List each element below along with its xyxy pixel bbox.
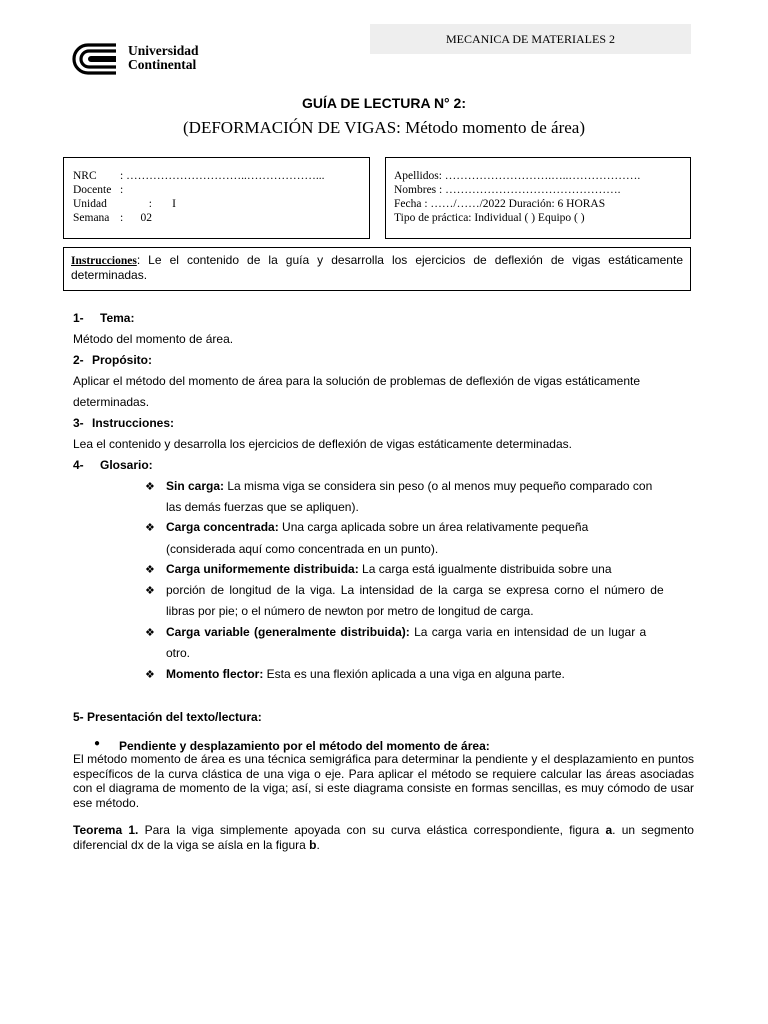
glossary-item-carga-uniforme-cont2: libras por pie; o el número de newton por metro de longitud de carga. — [166, 604, 534, 618]
glossary-item-carga-concentrada-cont: (considerada aquí como concentrada en un punto). — [166, 542, 439, 556]
info-row-docente: Docente : — [73, 184, 124, 196]
glossary-item-sin-carga-cont: las demás fuerzas que se apliquen). — [166, 500, 359, 514]
instructions-label: Instrucciones — [71, 255, 137, 267]
glossary-bullet-icon: ❖ — [145, 481, 155, 493]
info-row-tipo-practica: Tipo de práctica: Individual ( ) Equipo ( ) — [394, 212, 585, 224]
section-3-heading: 3- Instrucciones: — [73, 416, 175, 430]
section-3-body: Lea el contenido y desarrolla los ejercicios de deflexión de vigas estáticamente determinadas. — [73, 437, 572, 451]
course-banner — [370, 24, 691, 54]
section-2-body-line1: Aplicar el método del momento de área para la solución de problemas de deflexión de vigas estáticamente — [73, 374, 640, 388]
info-row-nombres: Nombres : ………………………………………. — [394, 184, 621, 196]
info-row-unidad: Unidad : I — [73, 198, 176, 210]
glossary-item-momento-flector: Momento flector: Esta es una flexión aplicada a una viga en alguna parte. — [166, 667, 565, 681]
section-2-heading: 2- Propósito: — [73, 353, 152, 367]
section-5-subheading: Pendiente y desplazamiento por el método del momento de área: — [119, 739, 490, 753]
glossary-item-sin-carga: Sin carga: La misma viga se considera sin peso (o al menos muy pequeño comparado con — [166, 479, 653, 493]
university-name — [128, 44, 199, 72]
glossary-bullet-icon: ❖ — [145, 585, 155, 597]
glossary-item-carga-variable: Carga variable (generalmente distribuida): La carga varia en intensidad de un lugar a — [166, 625, 647, 639]
glossary-item-carga-uniforme: Carga uniformemente distribuida: La carga está igualmente distribuida sobre una — [166, 562, 612, 576]
bullet-icon: ● — [94, 738, 101, 749]
glossary-bullet-icon: ❖ — [145, 522, 155, 534]
university-logo — [72, 41, 212, 77]
glossary-bullet-icon: ❖ — [145, 627, 155, 639]
glossary-item-carga-variable-cont: otro. — [166, 646, 191, 660]
course-info-box — [63, 157, 370, 239]
university-logo-icon — [72, 41, 122, 77]
page-subtitle: (DEFORMACIÓN DE VIGAS: Método momento de área) — [183, 118, 585, 137]
glossary-bullet-icon: ❖ — [145, 564, 155, 576]
section-2-body-line2: determinadas. — [73, 395, 150, 409]
section-5-heading: 5- Presentación del texto/lectura: — [73, 710, 262, 724]
glossary-item-carga-uniforme-cont: porción de longitud de la viga. La intensidad de la carga se expresa corno el número de — [166, 583, 664, 597]
instructions-text: : Le el contenido de la guía y desarrolla los ejercicios de deflexión de vigas estáticamente determinadas. — [71, 253, 683, 282]
theorem-1-paragraph: Teorema 1. Para la viga simplemente apoyada con su curva elástica correspondiente, figura a. un segmento diferencial dx de la viga se aísla en la figura b. — [73, 823, 694, 852]
section-4-heading: 4- Glosario: — [73, 458, 153, 472]
student-info-box — [385, 157, 691, 239]
section-5-paragraph: El método momento de área es una técnica semigráfica para determinar la pendiente y el desplazamiento en puntos específicos de la curva clástica de una viga o eje. Para aplicar el método se requiere calcular las áreas asociadas con el diagrama de momento de la viga; así, si este diagrama consiste en formas sencillas, es muy cómodo de usar ese método. — [73, 752, 694, 810]
course-title: MECANICA DE MATERIALES 2 — [445, 32, 615, 46]
info-row-fecha: Fecha : ……/……/2022 Duración: 6 HORAS — [394, 198, 606, 210]
section-1-body: Método del momento de área. — [73, 332, 234, 346]
glossary-bullet-icon: ❖ — [145, 669, 155, 681]
info-row-apellidos: Apellidos: ……………………….…..………………. — [394, 170, 641, 182]
university-name-line1: Universidad — [128, 43, 199, 58]
glossary-item-carga-concentrada: Carga concentrada: Una carga aplicada sobre un área relativamente pequeña — [166, 520, 589, 534]
info-row-semana: Semana : 02 — [73, 212, 152, 224]
section-1-heading: 1- Tema: — [73, 311, 135, 325]
university-name-line2: Continental — [128, 57, 197, 72]
info-row-nrc: NRC : …………………………..………………... — [73, 170, 325, 182]
instructions-box — [63, 247, 691, 291]
page-title: GUÍA DE LECTURA N° 2: — [301, 95, 466, 111]
